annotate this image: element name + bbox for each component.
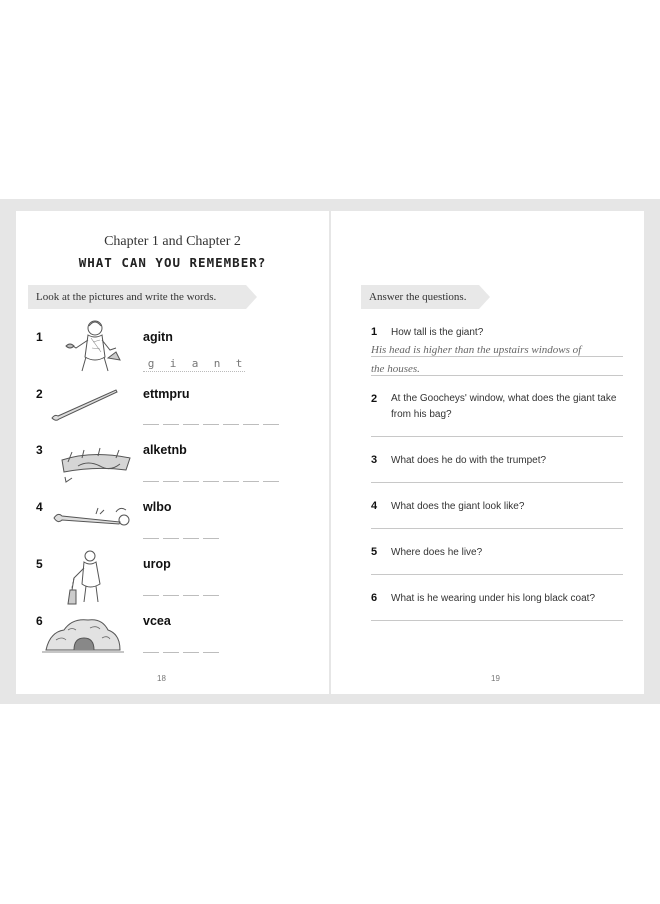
item-number: 2 [36, 387, 43, 401]
answer-guide-line [143, 371, 245, 372]
answer-line[interactable] [371, 356, 623, 357]
answer-letter: t [235, 357, 243, 370]
question-text: What is he wearing under his long black coat? [391, 593, 596, 604]
answer-line[interactable] [371, 528, 623, 529]
answer-letter: g [147, 357, 155, 370]
answer-letter: i [169, 357, 177, 370]
page-number-right: 19 [491, 674, 500, 683]
scrambled-word: wlbo [143, 500, 172, 514]
item-number: 4 [36, 500, 43, 514]
question-text: How tall is the giant? [391, 327, 484, 338]
blanket-picture-icon [58, 444, 134, 484]
answer-line[interactable] [371, 436, 623, 437]
question-number: 5 [371, 546, 378, 558]
answer-letters [147, 357, 243, 370]
cave-picture-icon [40, 616, 126, 656]
question-number: 3 [371, 454, 378, 466]
chapter-title: Chapter 1 and Chapter 2 [104, 234, 241, 249]
scrambled-word: alketnb [143, 443, 187, 457]
question-number: 2 [371, 393, 378, 405]
instruction-banner-left: Look at the pictures and write the words. [28, 285, 246, 309]
question-text: Where does he live? [391, 547, 483, 558]
page-heading: WHAT CAN YOU REMEMBER? [78, 255, 267, 270]
question-number: 6 [371, 592, 378, 604]
giant-picture-icon [58, 318, 124, 376]
answer-line[interactable] [371, 574, 623, 575]
question-text: What does the giant look like? [391, 501, 525, 512]
answer-blanks[interactable] [143, 595, 219, 596]
answer-blanks[interactable] [143, 538, 219, 539]
answer-letter: a [191, 357, 199, 370]
answer-line[interactable] [371, 620, 623, 621]
answer-blanks[interactable] [143, 481, 279, 482]
trumpet-picture-icon [50, 388, 120, 422]
question-text: What does he do with the trumpet? [391, 455, 547, 466]
answer-letter: n [213, 357, 221, 370]
instruction-banner-right: Answer the questions. [361, 285, 479, 309]
question-number: 1 [371, 326, 378, 338]
scrambled-word: vcea [143, 614, 171, 628]
answer-line[interactable] [371, 482, 623, 483]
blow-picture-icon [52, 502, 132, 530]
item-number: 3 [36, 443, 43, 457]
answer-blanks[interactable] [143, 652, 219, 653]
item-number: 6 [36, 614, 43, 628]
pour-picture-icon [60, 548, 110, 608]
answer-blanks[interactable] [143, 424, 279, 425]
scrambled-word: urop [143, 557, 171, 571]
page-number-left: 18 [157, 674, 166, 683]
answer-text: His head is higher than the upstairs windows of [371, 344, 582, 356]
item-number: 5 [36, 557, 43, 571]
question-text: At the Goocheys' window, what does the giant take from his bag? [391, 393, 617, 420]
question-number: 4 [371, 500, 378, 512]
answer-text: the houses. [371, 363, 420, 375]
item-number: 1 [36, 330, 43, 344]
scrambled-word: agitn [143, 330, 173, 344]
scrambled-word: ettmpru [143, 387, 190, 401]
answer-line[interactable] [371, 375, 623, 376]
